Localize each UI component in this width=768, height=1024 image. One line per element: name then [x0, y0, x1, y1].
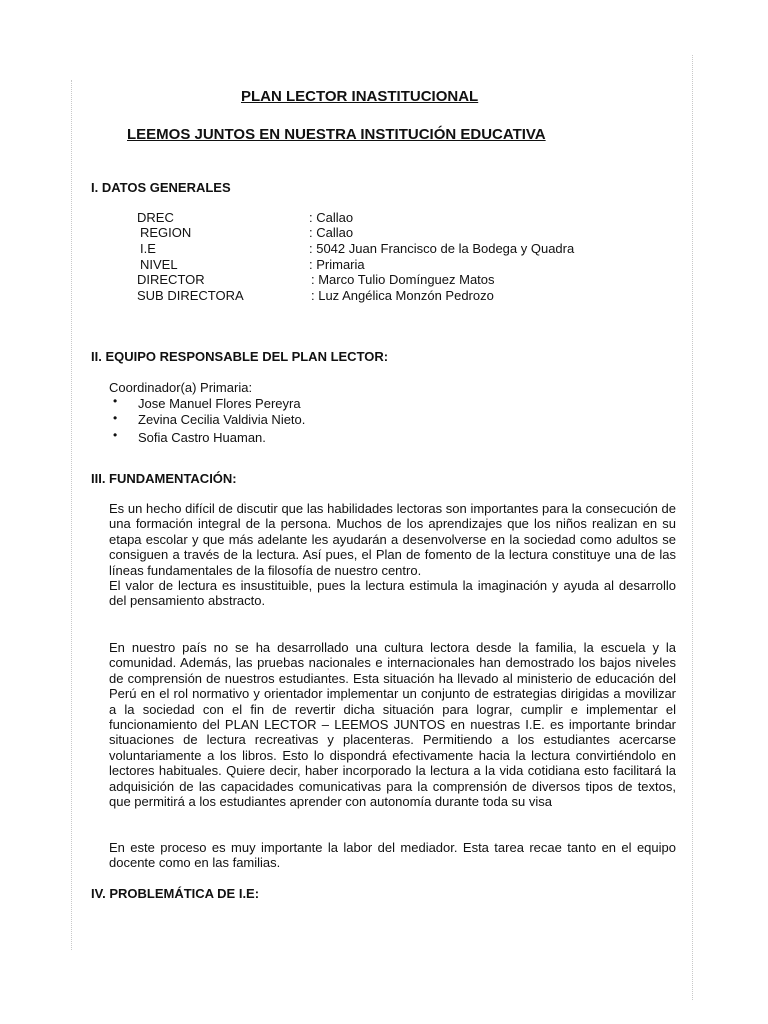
right-margin-guide [692, 55, 693, 1000]
datos-label-subdirectora: SUB DIRECTORA [137, 288, 244, 303]
fundamentacion-paragraph-3 [109, 840, 676, 871]
bullet-icon: • [113, 394, 118, 408]
coordinator-label: Coordinador(a) Primaria: [109, 380, 253, 395]
document-title: PLAN LECTOR INASTITUCIONAL [241, 88, 479, 105]
datos-label-drec: DREC [137, 210, 174, 225]
fundamentacion-paragraph-2 [109, 640, 676, 809]
datos-value-director: : Marco Tulio Domínguez Matos [311, 272, 495, 287]
member-item: Zevina Cecilia Valdivia Nieto. [138, 412, 306, 427]
paragraph-1b-text: El valor de lectura es insustituible, pues la lectura estimula la imaginación y ayuda al desarrollo del pensamiento abstracto. [109, 578, 676, 609]
datos-value-subdirectora: : Luz Angélica Monzón Pedrozo [311, 288, 494, 303]
member-item: Jose Manuel Flores Pereyra [138, 396, 301, 411]
fundamentacion-paragraph-1 [109, 501, 676, 609]
paragraph-2-text: En nuestro país no se ha desarrollado una cultura lectora desde la familia, la escuela y la comunidad. Además, las pruebas nacionales e internacionales han demostrado los bajos niveles de comprensión de nuestros estudiantes. Esta situación ha llevado al ministerio de educación del Perú en el rol normativo y orientador implementar un conjunto de estrategias dirigidas a movilizar a la sociedad con el fin de revertir dicha situación para lograr, cumplir e implementar el funcionamiento del PLAN LECTOR – LEEMOS JUNTOS en nuestras I.E. es importante brindar situaciones de lectura recreativas y placenteras. Permitiendo a los estudiantes acercarse voluntariamente a los libros. Esto lo dispondrá efectivamente hacia la lectura convirtiéndolo en lectores habituales. Quiere decir, haber incorporado la lectura a la vida cotidiana esto facilitará la adquisición de las capacidades comunicativas para la comprensión de diversos tipos de textos, que permitirá a los estudiantes aprender con autonomía durante toda su visa [109, 640, 676, 810]
bullet-icon: • [113, 428, 118, 442]
section-3-heading: III. FUNDAMENTACIÓN: [91, 471, 237, 486]
datos-value-drec: : Callao [309, 210, 354, 225]
bullet-icon: • [113, 411, 118, 425]
section-1-heading: I. DATOS GENERALES [91, 180, 231, 195]
document-subtitle: LEEMOS JUNTOS EN NUESTRA INSTITUCIÓN EDUCATIVA [127, 126, 546, 143]
section-2-heading: II. EQUIPO RESPONSABLE DEL PLAN LECTOR: [91, 349, 389, 364]
member-item: Sofia Castro Huaman. [138, 430, 266, 445]
datos-value-nivel: : Primaria [309, 257, 365, 272]
paragraph-1-text: Es un hecho difícil de discutir que las habilidades lectoras son importantes para la consecución de una formación integral de la persona. Muchos de los aprendizajes que los niños realizan en su etapa escolar y que más adelante les ayudarán a desenvolverse en la sociedad como adultos se consiguen a través de la lectura. Así pues, el Plan de fomento de la lectura constituye una de las líneas fundamentales de la filosofía de nuestro centro. [109, 501, 676, 578]
datos-value-ie: : 5042 Juan Francisco de la Bodega y Quadra [309, 241, 575, 256]
left-margin-guide [71, 80, 72, 950]
datos-label-director: DIRECTOR [137, 272, 205, 287]
paragraph-3-text: En este proceso es muy importante la labor del mediador. Esta tarea recae tanto en el equipo docente como en las familias. [109, 840, 676, 871]
section-4-heading: IV. PROBLEMÁTICA DE I.E: [91, 886, 260, 901]
datos-value-region: : Callao [309, 225, 354, 240]
datos-label-region: REGION [140, 225, 192, 240]
datos-label-ie: I.E [140, 241, 156, 256]
datos-label-nivel: NIVEL [140, 257, 178, 272]
